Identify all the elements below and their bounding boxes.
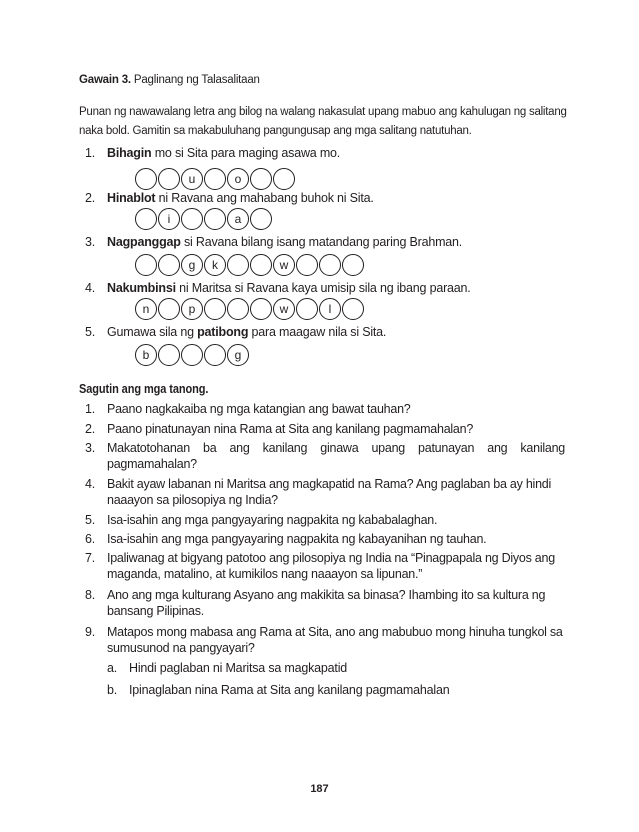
question-number: 4. (85, 477, 95, 491)
letter-circle[interactable]: g (181, 254, 203, 276)
sub-letter: b. (107, 683, 118, 697)
letter-circle[interactable]: l (319, 298, 341, 320)
vocab-word: Nakumbinsi (107, 281, 176, 295)
vocab-word: Hinablot (107, 191, 156, 205)
letter-circle[interactable] (227, 254, 249, 276)
letter-circle[interactable] (135, 208, 157, 230)
letter-circle[interactable] (273, 168, 295, 190)
letter-circle[interactable] (158, 344, 180, 366)
question-number: 2. (85, 422, 95, 436)
sub-item-b (107, 683, 449, 697)
letter-circle[interactable] (342, 254, 364, 276)
letter-circle[interactable]: p (181, 298, 203, 320)
sub-letter: a. (107, 661, 118, 675)
letter-circle[interactable] (204, 168, 226, 190)
letter-circle[interactable] (135, 168, 157, 190)
question-number: 7. (85, 551, 95, 565)
instructions: Punan ng nawawalang letra ang bilog na walang nakasulat upang mabuo ang kahulugan ng salitang naka bold. Gamitin sa makabuluhang pangungusap ang mga salitang natutuhan. (79, 106, 567, 137)
letter-circle[interactable]: w (273, 254, 295, 276)
question-text: Ipaliwanag at bigyang patotoo ang pilosopiya ng India na “Pinagpapala ng Diyos ang maganda, matalino, at kumikilos nang naaayon sa lipunan.” (107, 551, 555, 581)
question-number: 3. (85, 441, 95, 455)
question-item (85, 476, 565, 508)
letter-circles-1 (135, 168, 296, 190)
question-item (85, 550, 565, 582)
question-text: Makatotohanan ba ang kanilang ginawa upang patunayan ang kanilang pagmamahalan? (107, 441, 565, 471)
letter-circle[interactable] (135, 254, 157, 276)
letter-circle[interactable] (250, 168, 272, 190)
letter-circle[interactable]: a (227, 208, 249, 230)
letter-circle[interactable] (204, 208, 226, 230)
question-text: Paano pinatunayan nina Rama at Sita ang kanilang pagmamahalan? (107, 422, 474, 436)
vocab-number: 4. (85, 281, 96, 295)
letter-circle[interactable] (296, 298, 318, 320)
letter-circle[interactable] (296, 254, 318, 276)
sub-item-a (107, 661, 347, 675)
vocab-number: 3. (85, 235, 96, 249)
letter-circle[interactable] (204, 298, 226, 320)
letter-circle[interactable] (250, 208, 272, 230)
activity-title (79, 74, 260, 86)
question-item (85, 512, 565, 528)
activity-label: Gawain 3. (79, 74, 131, 86)
letter-circles-5 (135, 344, 250, 366)
question-text: Ano ang mga kulturang Asyano ang makikita sa binasa? Ihambing ito sa kultura ng bansang Pilipinas. (107, 588, 546, 618)
letter-circle[interactable]: g (227, 344, 249, 366)
activity-subtitle: Paglinang ng Talasalitaan (133, 74, 260, 86)
vocab-item-5 (85, 325, 386, 339)
letter-circle[interactable] (204, 344, 226, 366)
letter-circle[interactable] (181, 208, 203, 230)
questions-heading: Sagutin ang mga tanong. (79, 382, 209, 396)
question-number: 6. (85, 532, 95, 546)
question-number: 9. (85, 625, 95, 639)
sub-text: Hindi paglaban ni Maritsa sa magkapatid (129, 661, 348, 675)
letter-circle[interactable]: i (158, 208, 180, 230)
letter-circle[interactable] (158, 168, 180, 190)
question-item (85, 531, 565, 547)
vocab-number: 2. (85, 191, 96, 205)
question-item (85, 421, 565, 437)
letter-circles-2 (135, 208, 273, 230)
question-number: 8. (85, 588, 95, 602)
letter-circle[interactable] (227, 298, 249, 320)
question-text: Paano nagkakaiba ng mga katangian ang bawat tauhan? (107, 402, 411, 416)
letter-circles-4 (135, 298, 365, 320)
letter-circles-3 (135, 254, 365, 276)
vocab-text-post: ni Ravana ang mahabang buhok ni Sita. (155, 191, 374, 205)
vocab-word: Bihagin (107, 146, 152, 160)
letter-circle[interactable]: k (204, 254, 226, 276)
vocab-word: patibong (197, 325, 249, 339)
letter-circle[interactable] (250, 254, 272, 276)
question-text: Isa-isahin ang mga pangyayaring nagpakita ng kabayanihan ng tauhan. (107, 532, 487, 546)
letter-circle[interactable] (158, 298, 180, 320)
vocab-number: 1. (85, 146, 96, 160)
question-item (85, 440, 565, 472)
vocab-item-1 (85, 146, 340, 160)
vocab-text-post: si Ravana bilang isang matandang paring Brahman. (180, 235, 463, 249)
vocab-item-2 (85, 191, 374, 205)
letter-circle[interactable] (181, 344, 203, 366)
page-number: 187 (310, 783, 329, 795)
vocab-text-post: mo si Sita para maging asawa mo. (151, 146, 341, 160)
vocab-item-4 (85, 281, 471, 295)
letter-circle[interactable] (342, 298, 364, 320)
letter-circle[interactable]: u (181, 168, 203, 190)
letter-circle[interactable]: w (273, 298, 295, 320)
sub-text: Ipinaglaban nina Rama at Sita ang kanilang pagmamahalan (129, 683, 450, 697)
question-item (85, 624, 565, 656)
vocab-item-3 (85, 235, 462, 249)
letter-circle[interactable]: o (227, 168, 249, 190)
letter-circle[interactable] (250, 298, 272, 320)
question-item (85, 401, 565, 417)
letter-circle[interactable]: n (135, 298, 157, 320)
vocab-text-post: ni Maritsa si Ravana kaya umisip sila ng ibang paraan. (175, 281, 471, 295)
letter-circle[interactable]: b (135, 344, 157, 366)
question-number: 5. (85, 513, 95, 527)
vocab-text-pre: Gumawa sila ng (107, 325, 198, 339)
letter-circle[interactable] (158, 254, 180, 276)
letter-circle[interactable] (319, 254, 341, 276)
vocab-word: Nagpanggap (107, 235, 181, 249)
question-text: Bakit ayaw labanan ni Maritsa ang magkapatid na Rama? Ang paglaban ba ay hindi naaayon sa pilosopiya ng India? (107, 477, 552, 507)
vocab-number: 5. (85, 325, 96, 339)
question-item (85, 587, 565, 619)
question-text: Isa-isahin ang mga pangyayaring nagpakita ng kababalaghan. (107, 513, 438, 527)
question-number: 1. (85, 402, 95, 416)
vocab-text-post: para maagaw nila si Sita. (248, 325, 387, 339)
question-text: Matapos mong mabasa ang Rama at Sita, ano ang mabubuo mong hinuha tungkol sa sumusunod na pangyayari? (107, 625, 563, 655)
